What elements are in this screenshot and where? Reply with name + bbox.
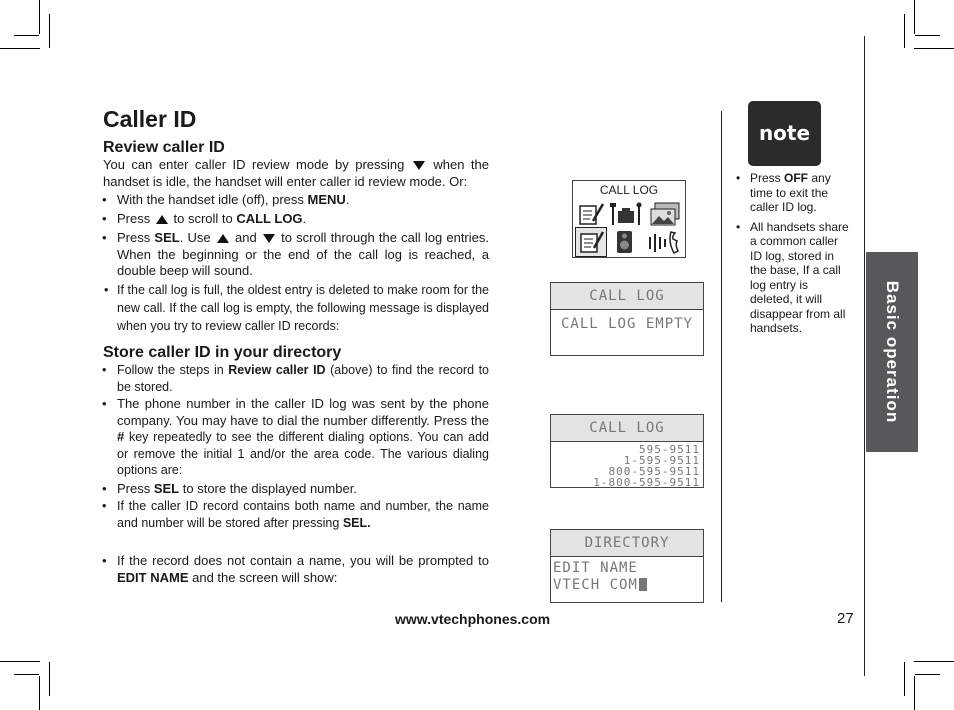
store-b2-end: key repeatedly to see the different dialing options. You can add or remove the initial 1 and/or the area code. The various dialing options are: — [117, 430, 489, 477]
down-arrow-icon — [263, 234, 275, 243]
pictures-icon — [649, 201, 677, 227]
note-1-text: Press — [750, 171, 785, 185]
crop-mark — [915, 35, 940, 36]
store-heading: Store caller ID in your directory — [103, 344, 342, 361]
crop-mark — [904, 14, 905, 48]
note-item: • All handsets share a common caller ID log, stored in the base, If a call log entry is deleted, it will disappear from all handsets. — [736, 219, 849, 335]
review-b3-and: and — [235, 230, 257, 245]
note-list — [736, 171, 850, 339]
crop-mark — [914, 661, 954, 662]
up-arrow-icon — [217, 234, 229, 243]
review-b3-text: Press — [117, 230, 155, 245]
store-b1-text: Follow the steps in — [117, 363, 229, 377]
page-number: 27 — [837, 610, 854, 627]
ringtone-phone-icon — [647, 229, 683, 255]
review-intro-text-b: when the handset is idle, the handset will enter caller id review mode. Or: — [103, 157, 489, 189]
crop-mark — [0, 48, 40, 49]
tools-icon — [609, 201, 637, 227]
review-intro-text-a: You can enter caller ID review mode by pressing — [103, 157, 405, 172]
crop-mark — [0, 661, 40, 662]
crop-mark — [14, 674, 39, 675]
note-item: • Press OFF any time to exit the caller ID log. — [736, 171, 831, 214]
page-edge-line — [864, 36, 865, 676]
store-b3-text: Press — [117, 481, 154, 496]
review-intro — [103, 157, 489, 190]
review-b1-end: . — [345, 192, 350, 207]
review-b4-text: If the call log is full, the oldest entry is deleted to make room for the new call. If the call log is empty, the following message is displayed when you try to review caller ID records: — [117, 283, 489, 333]
menu-screen-title: CALL LOG — [599, 183, 659, 197]
review-b3-text-c: . Use — [179, 230, 211, 245]
review-b2-text: Press — [117, 211, 151, 226]
section-tab-label: Basic operation — [883, 280, 902, 424]
review-bullet-1: • With the handset idle (off), press MENU. — [102, 192, 350, 207]
dialing-option: 595-9511 — [639, 443, 700, 456]
crop-mark — [914, 48, 954, 49]
review-b2-end: . — [302, 211, 307, 226]
lcd-header: CALL LOG — [551, 415, 703, 442]
review-bullet-4: • If the call log is full, the oldest entry is deleted to make room for the new call. If the call log is empty, the following message is displayed when you try to review caller ID records: — [104, 283, 489, 333]
crop-mark — [39, 0, 40, 34]
review-b2-text-b: to scroll to — [173, 211, 237, 226]
dialing-option: 1-800-595-9511 — [593, 476, 700, 489]
review-bullet-2: • Press to scroll to CALL LOG. — [102, 211, 307, 226]
section-tab — [866, 252, 918, 452]
crop-mark — [915, 674, 940, 675]
dialing-option: 800-595-9511 — [608, 465, 700, 478]
crop-mark — [14, 35, 39, 36]
edit-name-label: EDIT NAME — [117, 569, 189, 585]
notepad-icon — [577, 201, 605, 227]
store-b4-text: If the caller ID record contains both name and number, the name and number will be stored after pressing — [117, 499, 489, 530]
store-bullet-3: • Press SEL to store the displayed number. — [102, 481, 357, 496]
note-1-end: any time to exit the caller ID log. — [750, 171, 831, 214]
crop-mark — [914, 676, 915, 710]
lcd-header: DIRECTORY — [551, 530, 703, 557]
store-bullet-2: • The phone number in the caller ID log was sent by the phone company. You may have to dial the number differently. Press the # key repeatedly to see the different dialing options. You can add or remove the initial 1 and/or the area code. The various dialing options are: — [102, 396, 489, 477]
crop-mark — [904, 662, 905, 696]
review-b1-text: With the handset idle (off), press — [117, 192, 308, 207]
sel-key-label: SEL. — [342, 515, 371, 530]
lcd-number-list — [551, 442, 703, 490]
lcd-header: CALL LOG — [551, 283, 703, 310]
crop-mark — [914, 0, 915, 34]
lcd-edit-body — [551, 557, 703, 597]
call-log-label: CALL LOG — [236, 211, 303, 226]
edit-name-line: EDIT NAME — [553, 560, 638, 576]
store-b3-end: to store the displayed number. — [179, 481, 357, 496]
pound-key-label: # — [117, 429, 125, 444]
store-b5-text: If the record does not contain a name, you will be prompted to — [117, 553, 489, 568]
lcd-call-log-numbers — [550, 414, 704, 488]
lcd-directory-edit — [550, 529, 704, 603]
store-b5-end: and the screen will show: — [188, 569, 338, 585]
note-badge: note — [748, 101, 821, 166]
handset-menu-screen — [572, 180, 686, 258]
crop-mark — [49, 14, 50, 48]
review-caller-id-ref: Review caller ID — [228, 363, 326, 377]
footer-url: www.vtechphones.com — [395, 611, 551, 627]
review-heading: Review caller ID — [103, 139, 225, 156]
store-b1-end: (above) to find the record to be stored. — [117, 363, 489, 394]
store-bullet-5: • If the record does not contain a name, you will be prompted to EDIT NAME and the screen will show: — [102, 553, 489, 585]
lcd-call-log-empty — [550, 282, 704, 356]
up-arrow-icon — [156, 215, 168, 224]
speaker-icon — [613, 229, 641, 255]
note-2-text: All handsets share a common caller ID log, stored in the base, If a call log entry is deleted, it will disappear from all handsets. — [750, 219, 849, 335]
text-cursor — [639, 578, 647, 591]
down-arrow-icon — [413, 161, 425, 170]
crop-mark — [49, 662, 50, 696]
lcd-message: CALL LOG EMPTY — [560, 316, 693, 332]
crop-mark — [39, 676, 40, 710]
sel-key-label: SEL — [153, 481, 180, 496]
name-entry-text: VTECH COM — [553, 577, 638, 593]
store-bullet-4: • If the caller ID record contains both name and number, the name and number will be stored after pressing SEL. — [102, 499, 489, 530]
sel-key-label: SEL — [154, 230, 180, 245]
store-b2-text: The phone number in the caller ID log was sent by the phone company. You may have to dial the number differently. Press the — [117, 396, 489, 428]
name-entry-line — [553, 577, 701, 594]
review-b3-text-e: to scroll through the call log entries. When the beginning or the end of the call log is reached, a double beep will sound. — [117, 230, 489, 278]
off-key-label: OFF — [784, 171, 809, 185]
column-divider — [721, 111, 722, 602]
menu-key-label: MENU — [307, 192, 346, 207]
page-title: Caller ID — [103, 106, 197, 132]
dialing-option: 1-595-9511 — [623, 454, 700, 467]
store-bullet-1: • Follow the steps in Review caller ID (above) to find the record to be stored. — [102, 363, 489, 394]
call-log-icon-selected — [575, 227, 607, 257]
review-bullet-3: • Press SEL. Use and to scroll through the call log entries. When the beginning or the end of the call log is reached, a double beep will sound. — [102, 230, 489, 278]
